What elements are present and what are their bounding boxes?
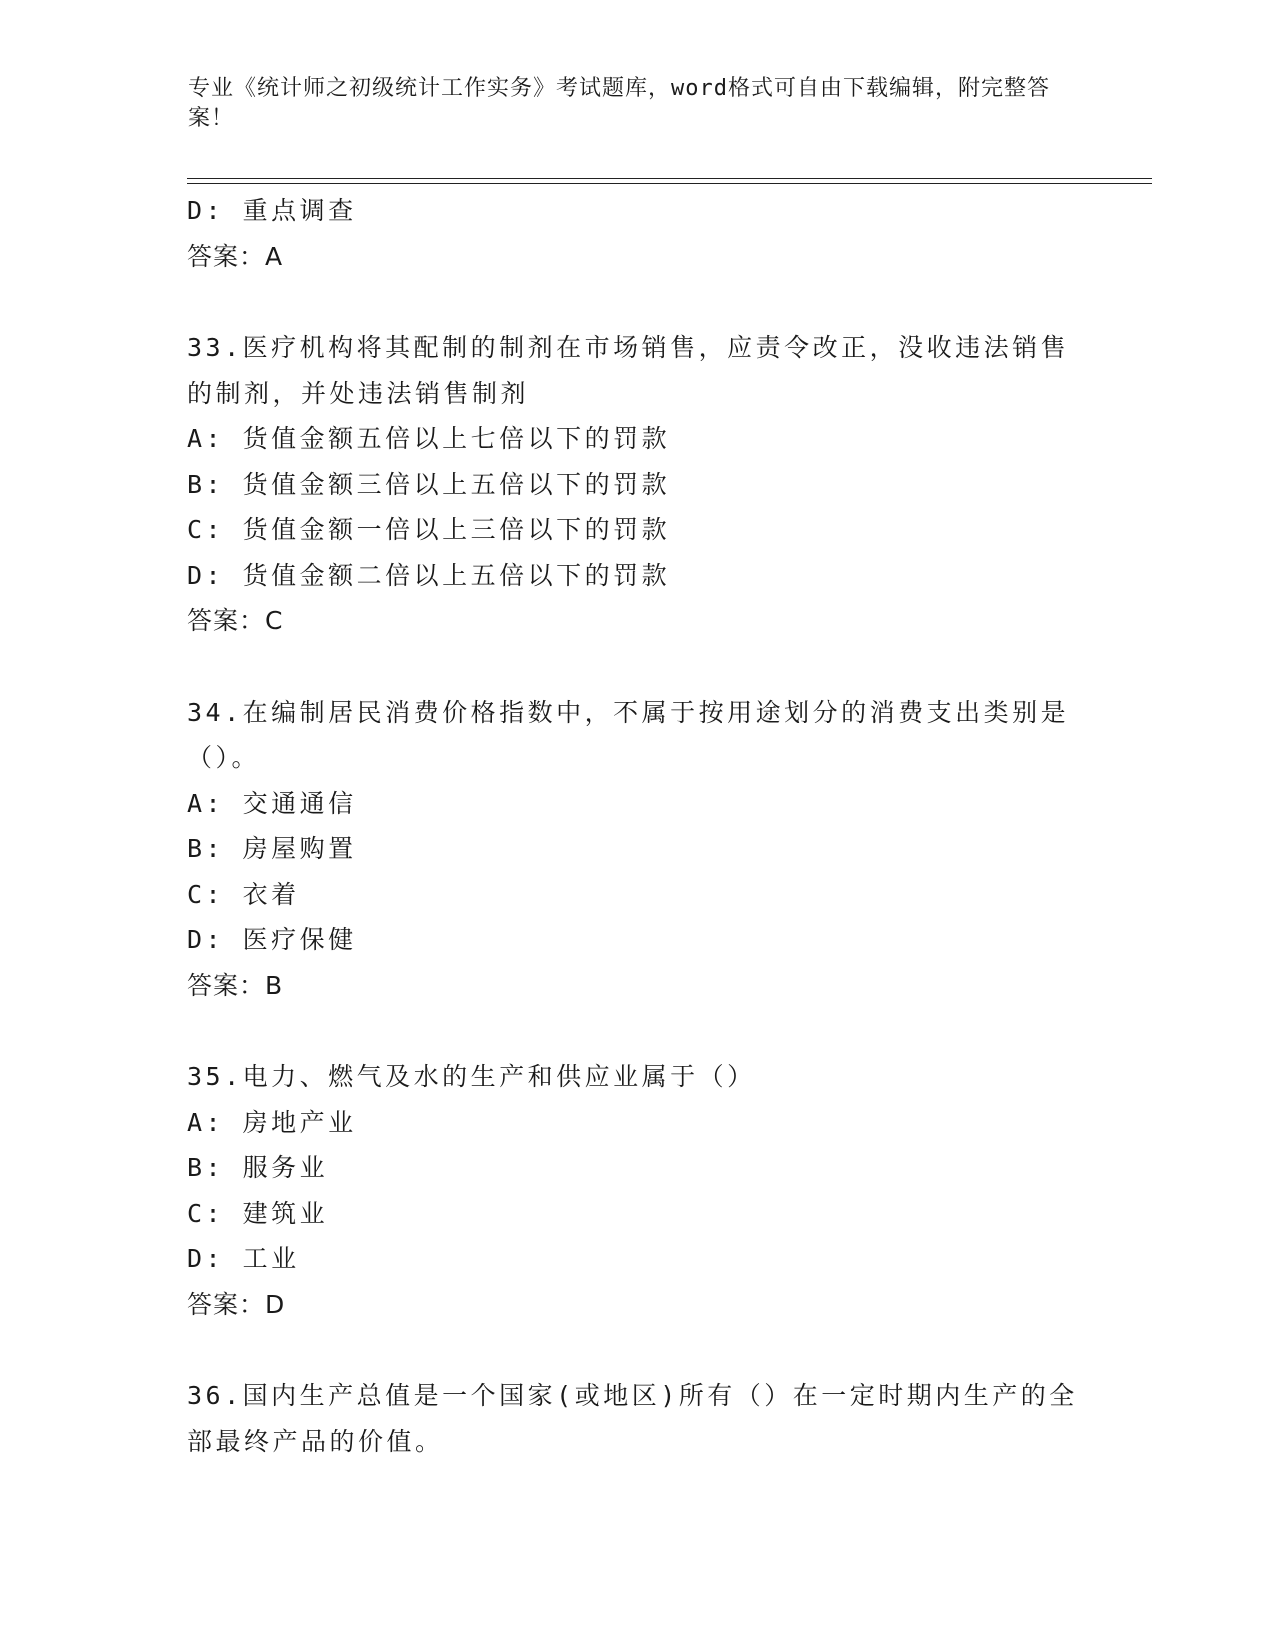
- answer: 答案：D: [187, 1289, 286, 1319]
- option-b: B: 货值金额三倍以上五倍以下的罚款: [187, 469, 671, 499]
- question-list: [187, 188, 1087, 1464]
- option-c: C: 货值金额一倍以上三倍以下的罚款: [187, 515, 671, 544]
- option-a: A: 房地产业: [187, 1107, 357, 1137]
- option-a: A: 货值金额五倍以上七倍以下的罚款: [187, 424, 671, 453]
- question-36: [187, 1373, 1087, 1464]
- header-note: 专业《统计师之初级统计工作实务》考试题库，word格式可自由下载编辑，附完整答案！: [188, 76, 1050, 131]
- header-divider-bottom: [187, 183, 1152, 184]
- question-34: [187, 690, 1087, 1009]
- option-d: D: 工业: [187, 1244, 300, 1273]
- question-text: 34.在编制居民消费价格指数中，不属于按用途划分的消费支出类别是（）。: [187, 697, 1070, 772]
- question-text: 33.医疗机构将其配制的制剂在市场销售，应责令改正，没收违法销售的制剂，并处违法销售制剂: [187, 333, 1070, 408]
- prev-option-d: D: 重点调查: [187, 196, 357, 225]
- option-c: C: 衣着: [187, 879, 300, 909]
- option-d: D: 货值金额二倍以上五倍以下的罚款: [187, 560, 671, 590]
- header-divider-top: [187, 178, 1152, 179]
- option-b: B: 房屋购置: [187, 834, 357, 863]
- answer: 答案：B: [187, 970, 284, 1000]
- option-c: C: 建筑业: [187, 1198, 329, 1228]
- option-d: D: 医疗保健: [187, 925, 357, 954]
- question-33: [187, 325, 1087, 644]
- question-text: 35.电力、燃气及水的生产和供应业属于（）: [187, 1062, 756, 1091]
- question-35: [187, 1054, 1087, 1327]
- option-b: B: 服务业: [187, 1153, 329, 1182]
- prev-answer: 答案：A: [187, 241, 284, 271]
- option-a: A: 交通通信: [187, 788, 357, 818]
- answer: 答案：C: [187, 606, 284, 635]
- question-text: 36.国内生产总值是一个国家(或地区)所有（）在一定时期内生产的全部最终产品的价值。: [187, 1381, 1078, 1456]
